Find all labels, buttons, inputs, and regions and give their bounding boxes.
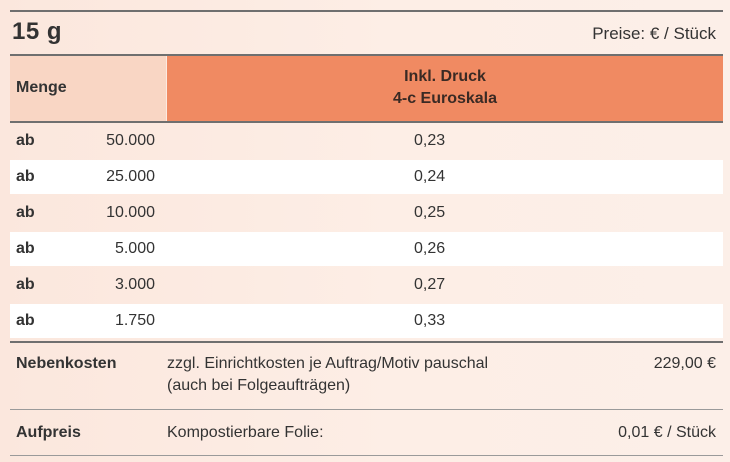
top-rule	[10, 10, 723, 12]
table-row	[10, 160, 723, 194]
nebenkosten-description-line1: zzgl. Einrichtkosten je Auftrag/Motiv pauschal	[167, 355, 489, 372]
table-row	[10, 268, 723, 302]
print-header-line1: Inkl. Druck	[404, 68, 486, 85]
row-price: 0,27	[414, 276, 446, 293]
row-prefix: ab	[16, 240, 35, 257]
price-unit-note: Preise: € / Stück	[592, 24, 716, 43]
print-header-cell	[167, 56, 723, 121]
nebenkosten-price: 229,00 €	[653, 355, 716, 372]
aufpreis-price: 0,01 € / Stück	[618, 424, 716, 441]
row-prefix: ab	[16, 276, 35, 293]
row-quantity: 3.000	[114, 276, 155, 293]
row-price: 0,23	[414, 132, 446, 149]
nebenkosten-label: Nebenkosten	[16, 355, 117, 372]
table-row	[10, 124, 723, 158]
bottom-rule	[10, 455, 723, 456]
row-quantity: 50.000	[106, 132, 155, 149]
rows-bottom-rule	[10, 341, 723, 343]
row-quantity: 5.000	[114, 240, 155, 257]
aufpreis-label: Aufpreis	[16, 424, 81, 441]
row-prefix: ab	[16, 204, 35, 221]
table-row	[10, 232, 723, 266]
row-price: 0,33	[414, 312, 446, 329]
aufpreis-description: Kompostierbare Folie:	[167, 424, 324, 441]
row-prefix: ab	[16, 132, 35, 149]
row-price: 0,24	[414, 168, 446, 185]
table-row	[10, 304, 723, 338]
row-quantity: 10.000	[106, 204, 155, 221]
quantity-header-label: Menge	[16, 79, 67, 96]
weight-title: 15 g	[12, 18, 63, 45]
row-prefix: ab	[16, 168, 35, 185]
row-price: 0,26	[414, 240, 446, 257]
row-prefix: ab	[16, 312, 35, 329]
aufpreis-top-rule	[10, 409, 723, 410]
quantity-header-cell	[10, 56, 166, 121]
nebenkosten-description-line2: (auch bei Folgeaufträgen)	[167, 377, 351, 394]
table-row	[10, 196, 723, 230]
print-header-line2: 4-c Euroskala	[392, 90, 498, 107]
header-bottom-rule	[10, 121, 723, 123]
row-quantity: 25.000	[106, 168, 155, 185]
row-quantity: 1.750	[114, 312, 155, 329]
row-price: 0,25	[414, 204, 446, 221]
